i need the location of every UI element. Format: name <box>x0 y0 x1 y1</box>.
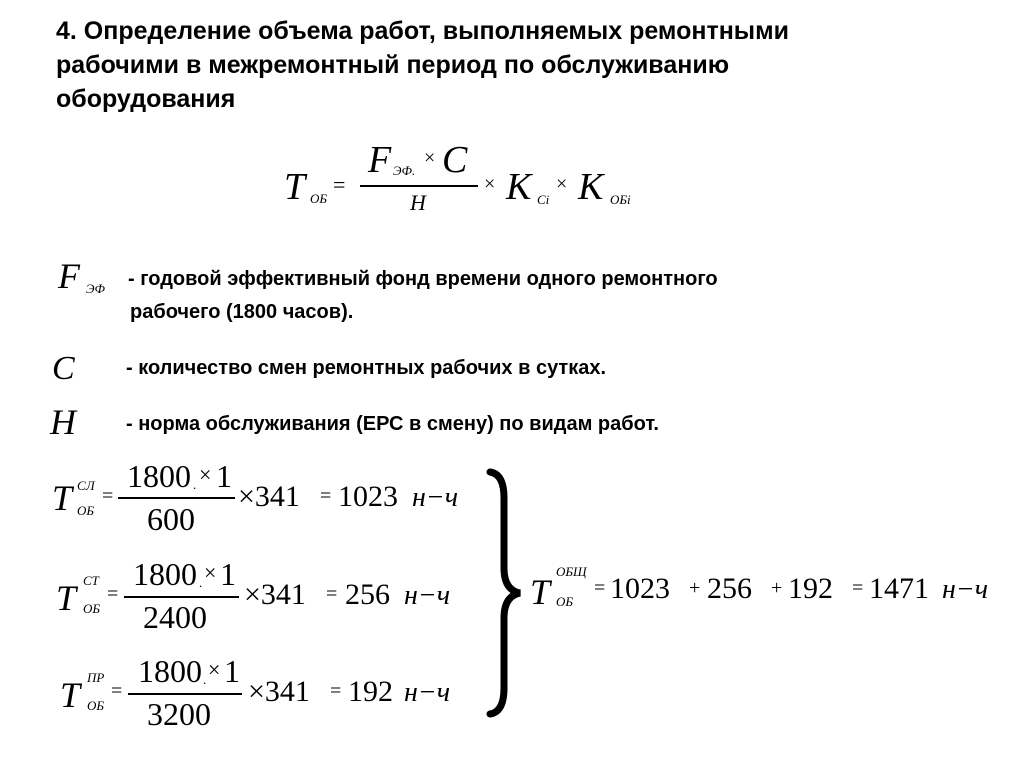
title-line-1: 4. Определение объема работ, выполняемых ремонтными <box>56 17 790 45</box>
calc-2-numerator: 1800 <box>133 556 197 592</box>
definition-2-line-1: - количество смен ремонтных рабочих в сутках. <box>126 357 607 379</box>
slide-title <box>56 14 956 116</box>
main-formula-K1: K <box>506 166 532 208</box>
calc-1-times: × <box>199 462 212 487</box>
calc-1-one: 1 <box>216 458 232 494</box>
main-formula-equals: = <box>333 172 346 197</box>
calc-1-multiplier: ×341 <box>238 480 300 513</box>
main-formula-times-2: × <box>484 173 496 195</box>
calc-1-denominator: 600 <box>147 501 195 537</box>
calc-1-dot: . <box>193 477 197 492</box>
main-formula-times-3: × <box>556 173 568 195</box>
main-formula-K2-sub: ОБi <box>610 192 631 207</box>
calc-3-numerator: 1800 <box>138 653 202 689</box>
calc-3-T: T <box>60 675 81 715</box>
calc-3-equals-2: = <box>330 680 342 702</box>
calc-2-equals: = <box>107 583 119 605</box>
title-line-2: рабочими в межремонтный период по обслуживанию <box>56 51 730 79</box>
definition-1-line-2: рабочего (1800 часов). <box>130 301 354 323</box>
total-term-1: 1023 <box>610 572 670 605</box>
calc-3-denominator: 3200 <box>147 696 211 732</box>
definition-symbol-F: F <box>58 256 80 296</box>
calc-3-fraction-bar <box>128 693 242 695</box>
calc-2-one: 1 <box>220 556 236 592</box>
definition-1-line-1: - годовой эффективный фонд времени одного ремонтного <box>128 268 718 290</box>
main-formula-C: C <box>442 139 468 181</box>
calc-1-numerator: 1800 <box>127 458 191 494</box>
calc-2-result: 256 <box>345 578 390 611</box>
total-result: 1471 <box>869 572 929 605</box>
calc-3-unit: н−ч <box>404 677 451 708</box>
calc-1-subscript: ОБ <box>77 503 95 518</box>
main-formula-F-sub: ЭФ. <box>393 163 416 178</box>
definition-symbol-C: C <box>52 350 75 387</box>
calc-1-T: T <box>52 478 73 518</box>
curly-brace <box>484 468 526 718</box>
title-line-3: оборудования <box>56 85 236 113</box>
calc-3-one: 1 <box>224 653 240 689</box>
calc-2-fraction-bar <box>124 596 239 598</box>
total-term-2: 256 <box>707 572 752 605</box>
calc-3-superscript: ПР <box>87 670 105 685</box>
calc-2-T: T <box>56 578 77 618</box>
total-plus-2: + <box>771 577 783 599</box>
main-formula-H: H <box>410 190 426 215</box>
calc-2-unit: н−ч <box>404 580 451 611</box>
total-equals: = <box>594 577 606 599</box>
main-formula-times-1: × <box>424 147 436 169</box>
total-subscript: ОБ <box>556 594 574 609</box>
main-formula-fraction-bar <box>360 185 478 187</box>
calc-3-dot: . <box>203 672 207 687</box>
calc-1-fraction-bar <box>118 497 235 499</box>
calc-1-unit: н−ч <box>412 482 459 513</box>
calc-2-subscript: ОБ <box>83 601 101 616</box>
total-term-3: 192 <box>788 572 833 605</box>
calc-3-equals: = <box>111 680 123 702</box>
total-unit: н−ч <box>942 574 989 605</box>
total-plus-1: + <box>689 577 701 599</box>
calc-1-result: 1023 <box>338 480 398 513</box>
calc-1-equals-2: = <box>320 485 332 507</box>
calc-3-subscript: ОБ <box>87 698 105 713</box>
calc-1-equals: = <box>102 485 114 507</box>
calc-1-superscript: СЛ <box>77 478 95 493</box>
definition-symbol-H: H <box>50 402 76 442</box>
total-equals-2: = <box>852 577 864 599</box>
main-formula-T: T <box>284 166 306 208</box>
calc-3-multiplier: ×341 <box>248 675 310 708</box>
calc-3-result: 192 <box>348 675 393 708</box>
total-superscript: ОБЩ <box>556 564 587 579</box>
definition-symbol-F-sub: ЭФ <box>86 281 105 296</box>
main-formula-F: F <box>368 139 392 181</box>
main-formula-K1-sub: Ci <box>537 192 550 207</box>
calc-2-times: × <box>204 560 217 585</box>
calc-2-denominator: 2400 <box>143 599 207 635</box>
calc-2-equals-2: = <box>326 583 338 605</box>
calc-3-times: × <box>208 657 221 682</box>
total-T: T <box>530 572 551 612</box>
definition-3-line-1: - норма обслуживания (ЕРС в смену) по видам работ. <box>126 413 659 435</box>
calc-2-multiplier: ×341 <box>244 578 306 611</box>
calc-2-superscript: СТ <box>83 573 99 588</box>
main-formula-K2: K <box>578 166 604 208</box>
calc-2-dot: . <box>199 575 203 590</box>
main-formula-T-sub: ОБ <box>310 191 328 206</box>
